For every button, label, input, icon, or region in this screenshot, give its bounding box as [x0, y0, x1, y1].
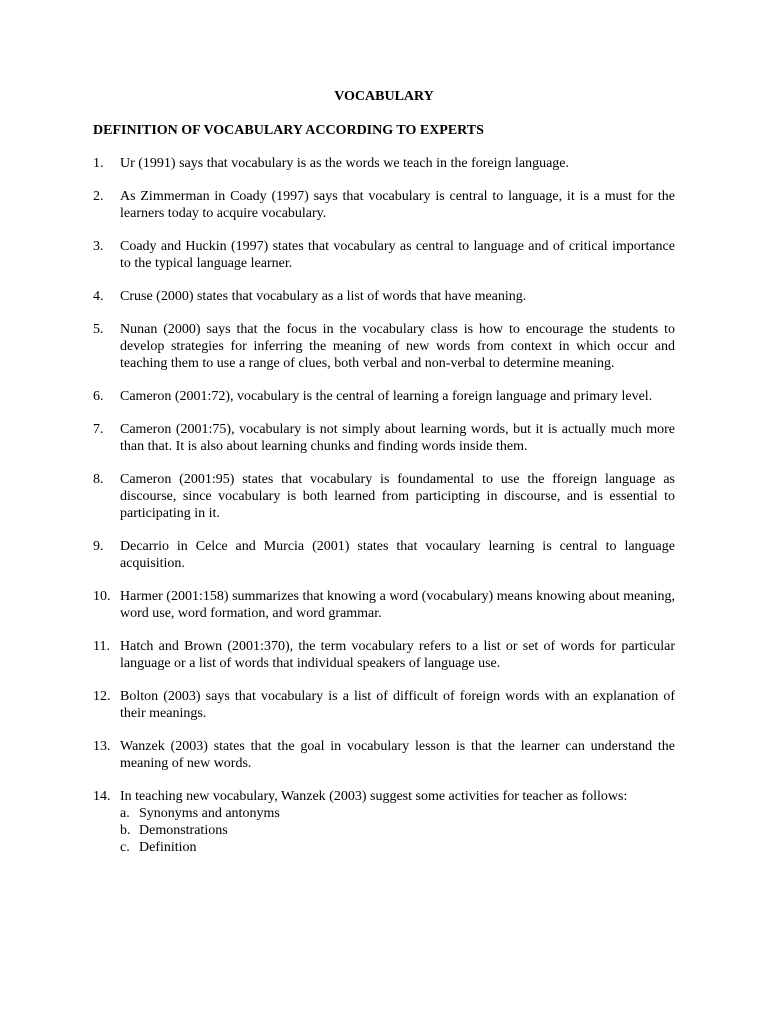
sublist-text: Synonyms and antonyms — [139, 806, 280, 821]
item-text: Wanzek (2003) states that the goal in vocabulary lesson is that the learner can understand the meaning of new words. — [120, 739, 675, 771]
activity-sublist — [120, 805, 675, 856]
list-item — [93, 588, 675, 622]
item-text: Cameron (2001:72), vocabulary is the central of learning a foreign language and primary level. — [120, 389, 653, 404]
list-item — [93, 421, 675, 455]
item-text: Cruse (2000) states that vocabulary as a list of words that have meaning. — [120, 289, 527, 304]
document-title: VOCABULARY — [334, 89, 434, 104]
item-text: Cameron (2001:95) states that vocabulary is foundamental to use the fforeign language as discourse, since vocabulary is both learned from participting in discourse, and is essential to participating in it. — [120, 472, 675, 521]
sublist-text: Definition — [139, 840, 197, 855]
list-item — [93, 188, 675, 222]
item-text: Hatch and Brown (2001:370), the term vocabulary refers to a list or set of words for particular language or a list of words that individual speakers of language use. — [120, 639, 675, 671]
item-number: 1. — [93, 156, 104, 171]
item-number: 7. — [93, 422, 104, 437]
list-item — [93, 738, 675, 772]
list-item — [93, 788, 675, 856]
list-item — [93, 638, 675, 672]
sublist-letter: a. — [120, 806, 130, 821]
definition-list — [93, 155, 675, 872]
item-number: 14. — [93, 789, 111, 804]
item-text: Bolton (2003) says that vocabulary is a list of difficult of foreign words with an explanation of their meanings. — [120, 689, 675, 721]
item-text: Ur (1991) says that vocabulary is as the words we teach in the foreign language. — [120, 156, 570, 171]
item-text: As Zimmerman in Coady (1997) says that vocabulary is central to language, it is a must for the learners today to acquire vocabulary. — [120, 189, 675, 221]
item-number: 4. — [93, 289, 104, 304]
item-text: Decarrio in Celce and Murcia (2001) states that vocaulary learning is central to language acquisition. — [120, 539, 675, 571]
item-text: In teaching new vocabulary, Wanzek (2003) suggest some activities for teacher as follows: — [120, 789, 628, 804]
sublist-text: Demonstrations — [139, 823, 228, 838]
section-heading: DEFINITION OF VOCABULARY ACCORDING TO EXPERTS — [93, 123, 484, 138]
sublist-letter: c. — [120, 840, 130, 855]
sublist-letter: b. — [120, 823, 131, 838]
item-number: 3. — [93, 239, 104, 254]
list-item — [93, 155, 675, 172]
item-number: 12. — [93, 689, 111, 704]
item-number: 8. — [93, 472, 104, 487]
list-item — [93, 288, 675, 305]
list-item — [93, 321, 675, 372]
list-item — [93, 388, 675, 405]
item-number: 13. — [93, 739, 111, 754]
sublist-item — [120, 805, 675, 822]
item-text: Harmer (2001:158) summarizes that knowing a word (vocabulary) means knowing about meaning, word use, word formation, and word grammar. — [120, 589, 675, 621]
list-item — [93, 538, 675, 572]
item-text: Nunan (2000) says that the focus in the vocabulary class is how to encourage the students to develop strategies for inferring the meaning of new words from context in which occur and teaching them to use a range of clues, both verbal and non-verbal to determine meaning. — [120, 322, 675, 371]
item-number: 9. — [93, 539, 104, 554]
list-item — [93, 688, 675, 722]
list-item — [93, 238, 675, 272]
item-text: Cameron (2001:75), vocabulary is not simply about learning words, but it is actually much more than that. It is also about learning chunks and finding words inside them. — [120, 422, 675, 454]
item-number: 5. — [93, 322, 104, 337]
item-text: Coady and Huckin (1997) states that vocabulary as central to language and of critical importance to the typical language learner. — [120, 239, 675, 271]
item-number: 6. — [93, 389, 104, 404]
list-item — [93, 471, 675, 522]
sublist-item — [120, 839, 675, 856]
item-number: 10. — [93, 589, 111, 604]
sublist-item — [120, 822, 675, 839]
item-number: 2. — [93, 189, 104, 204]
item-number: 11. — [93, 639, 110, 654]
